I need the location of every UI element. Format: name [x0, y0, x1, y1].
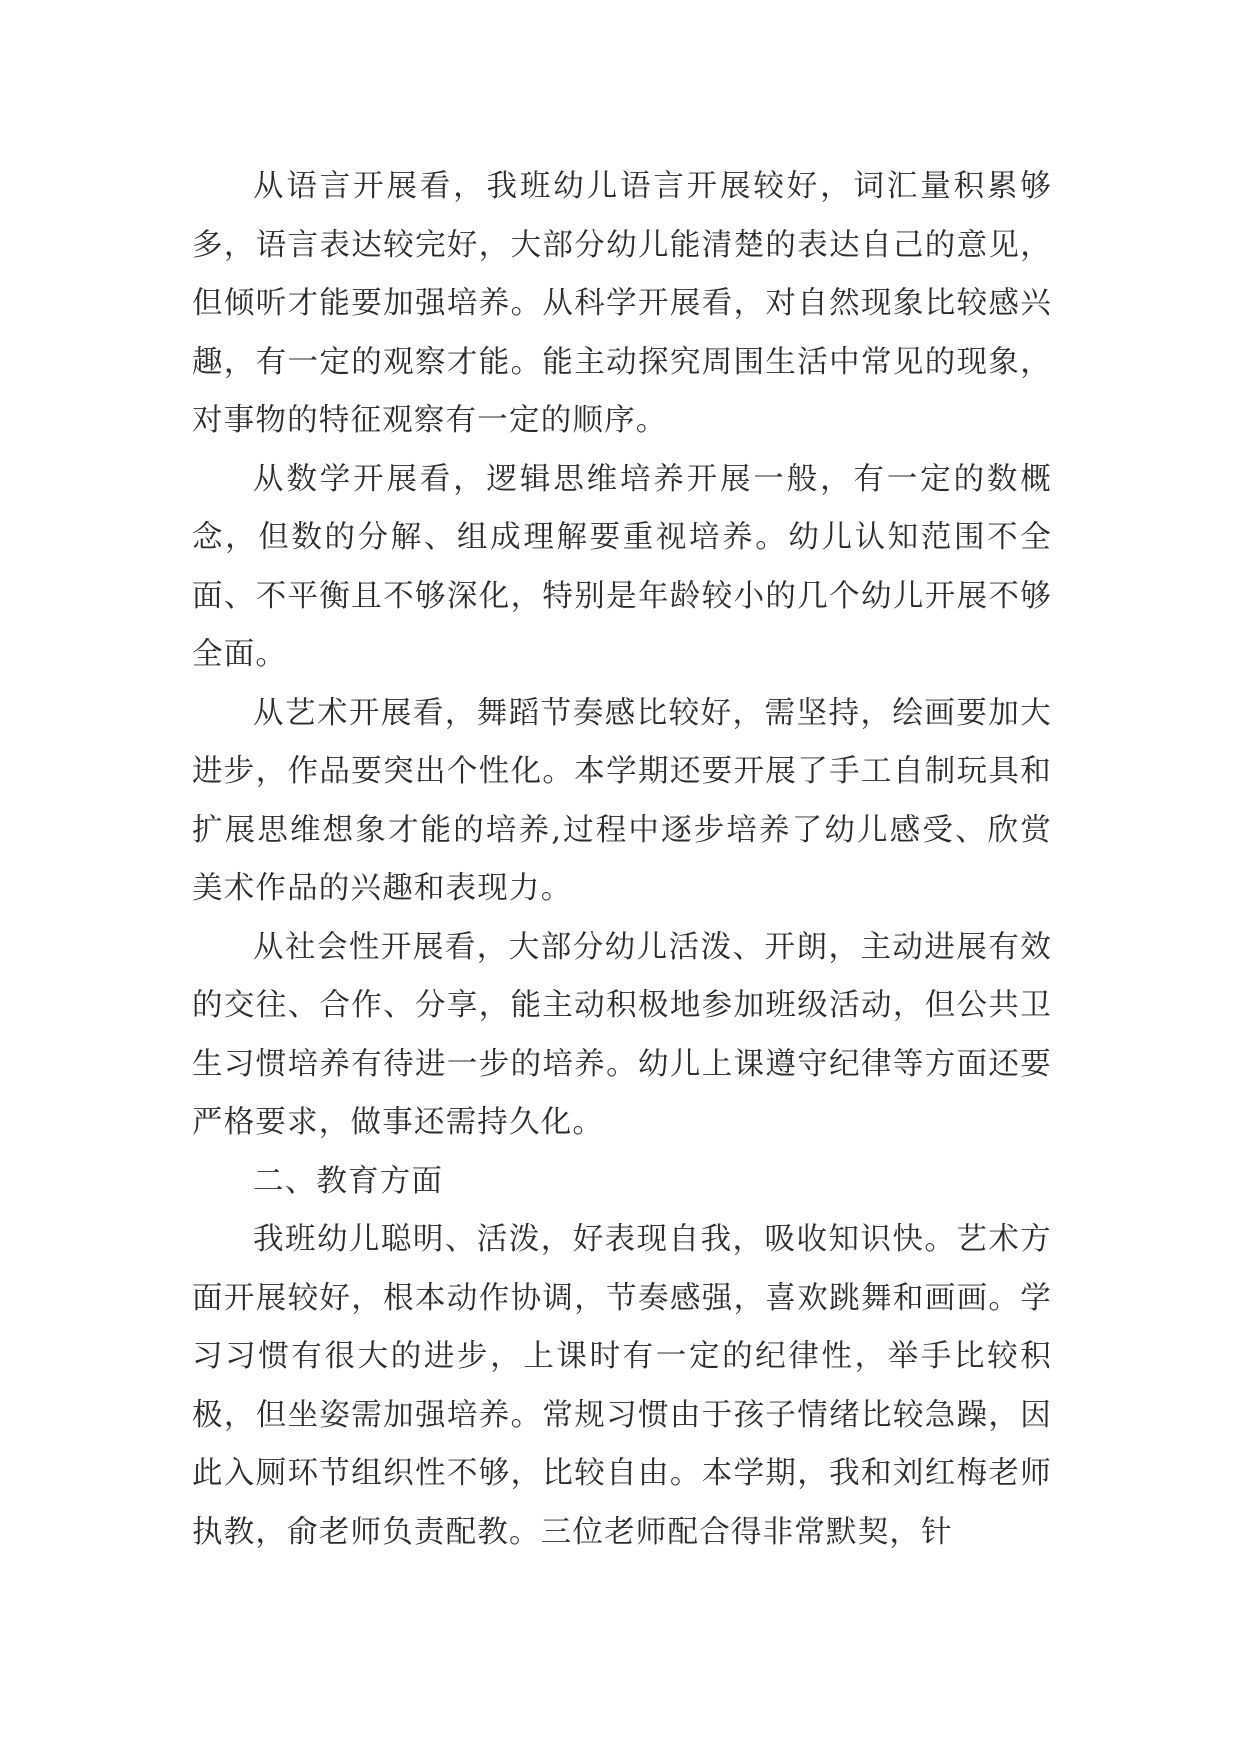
- paragraph-language-science: 从语言开展看，我班幼儿语言开展较好，词汇量积累够多，语言表达较完好，大部分幼儿能清楚的表达自己的意见，但倾听才能要加强培养。从科学开展看，对自然现象比较感兴趣，有一定的观察才能。能主动探究周围生活中常见的现象，对事物的特征观察有一定的顺序。: [192, 169, 1052, 438]
- document-body: [192, 158, 1052, 1562]
- section-heading-education: 二、教育方面: [253, 1163, 444, 1199]
- paragraph-education: 我班幼儿聪明、活泼，好表现自我，吸收知识快。艺术方面开展较好，根本动作协调，节奏感强，喜欢跳舞和画画。学习习惯有很大的进步，上课时有一定的纪律性，举手比较积极，但坐姿需加强培养。常规习惯由于孩子情绪比较急躁，因此入厕环节组织性不够，比较自由。本学期，我和刘红梅老师执教，俞老师负责配教。三位老师配合得非常默契，针: [192, 1222, 1052, 1550]
- paragraph-social: 从社会性开展看，大部分幼儿活泼、开朗，主动进展有效的交往、合作、分享，能主动积极地参加班级活动，但公共卫生习惯培养有待进一步的培养。幼儿上课遵守纪律等方面还要严格要求，做事还需持久化。: [192, 929, 1052, 1140]
- paragraph-math: 从数学开展看，逻辑思维培养开展一般，有一定的数概念，但数的分解、组成理解要重视培养。幼儿认知范围不全面、不平衡且不够深化，特别是年龄较小的几个幼儿开展不够全面。: [192, 461, 1052, 672]
- paragraph-art: 从艺术开展看，舞蹈节奏感比较好，需坚持，绘画要加大进步，作品要突出个性化。本学期还要开展了手工自制玩具和扩展思维想象才能的培养,过程中逐步培养了幼儿感受、欣赏美术作品的兴趣和表现力。: [192, 695, 1052, 906]
